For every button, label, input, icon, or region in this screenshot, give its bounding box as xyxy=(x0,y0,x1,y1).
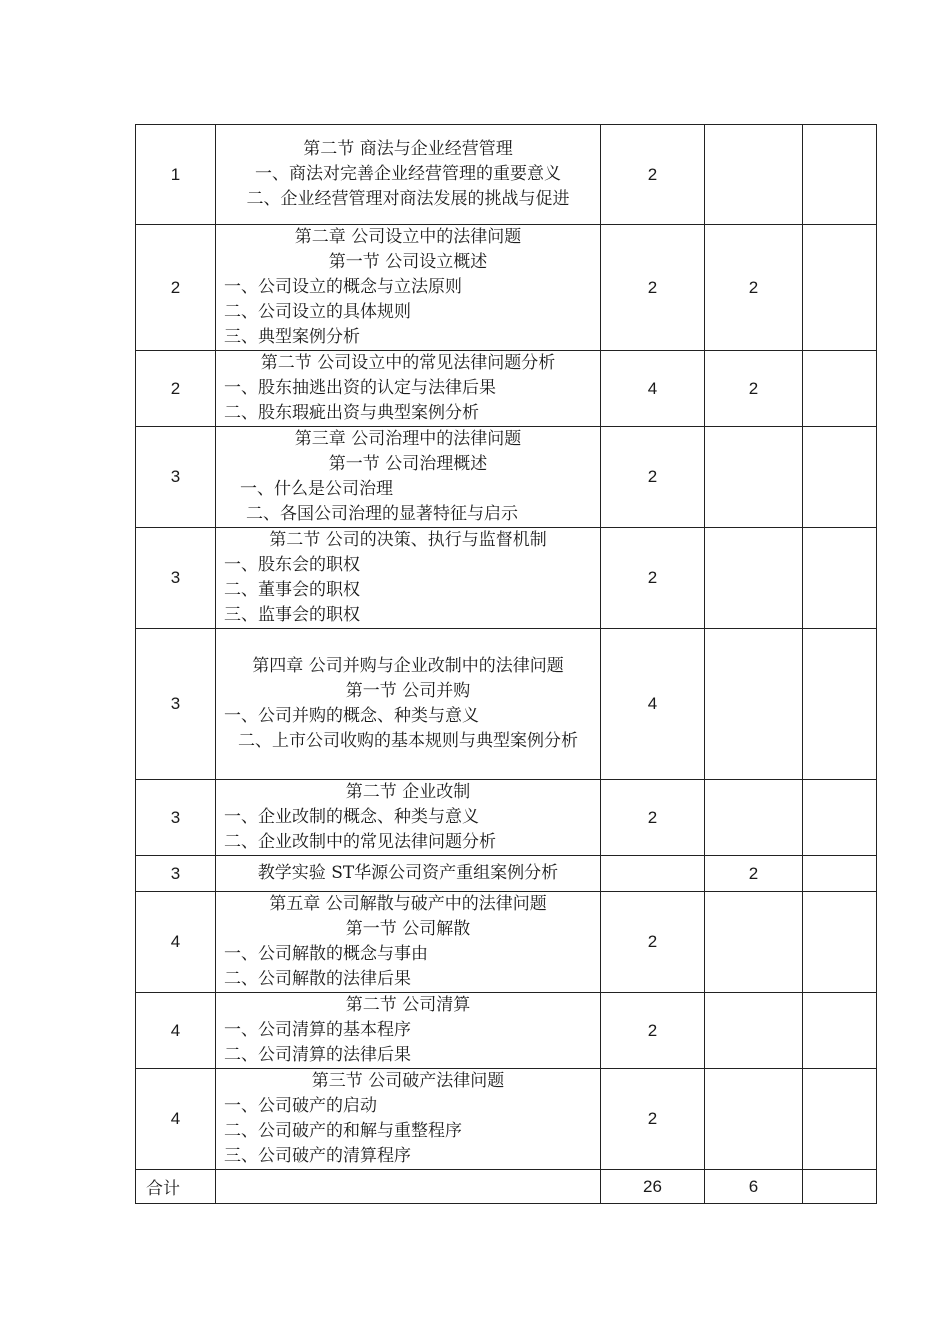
content-line: 二、上市公司收购的基本规则与典型案例分析 xyxy=(238,731,578,751)
total-note xyxy=(803,1170,877,1204)
table-row xyxy=(136,125,877,225)
content-line: 一、公司破产的启动 xyxy=(224,1096,377,1116)
lecture-hours-cell: 2 xyxy=(601,780,705,856)
lecture-hours-cell: 2 xyxy=(601,528,705,629)
experiment-hours-cell xyxy=(705,892,803,993)
content-line: 第一节 公司治理概述 xyxy=(328,454,488,474)
content-cell xyxy=(216,993,601,1069)
content-cell xyxy=(216,427,601,528)
content-line: 一、什么是公司治理 xyxy=(240,479,393,499)
week-cell: 4 xyxy=(136,892,216,993)
week-cell: 4 xyxy=(136,1069,216,1170)
lecture-hours-cell: 2 xyxy=(601,125,705,225)
experiment-hours-cell: 2 xyxy=(705,351,803,427)
note-cell xyxy=(803,351,877,427)
table-row xyxy=(136,528,877,629)
content-line: 第二节 公司清算 xyxy=(345,995,471,1015)
experiment-hours-cell xyxy=(705,993,803,1069)
experiment-hours-cell xyxy=(705,1069,803,1170)
content-line: 一、股东抽逃出资的认定与法律后果 xyxy=(224,378,496,398)
table-row xyxy=(136,892,877,993)
experiment-hours-cell xyxy=(705,125,803,225)
content-line: 一、公司清算的基本程序 xyxy=(224,1020,411,1040)
content-line: 第四章 公司并购与企业改制中的法律问题 xyxy=(252,656,564,676)
note-cell xyxy=(803,780,877,856)
note-cell xyxy=(803,225,877,351)
content-cell xyxy=(216,225,601,351)
note-cell xyxy=(803,528,877,629)
total-experiment-hours: 6 xyxy=(705,1170,803,1204)
content-line: 二、公司设立的具体规则 xyxy=(224,302,411,322)
lecture-hours-cell xyxy=(601,856,705,892)
content-line: 二、公司清算的法律后果 xyxy=(224,1045,411,1065)
total-content xyxy=(216,1170,601,1204)
content-cell xyxy=(216,892,601,993)
content-line: 第二节 商法与企业经营管理 xyxy=(303,139,513,159)
table-row xyxy=(136,629,877,780)
table-row xyxy=(136,225,877,351)
content-line: 二、企业经营管理对商法发展的挑战与促进 xyxy=(246,189,570,209)
lecture-hours-cell: 2 xyxy=(601,892,705,993)
syllabus-table-body xyxy=(136,125,877,1204)
table-row xyxy=(136,351,877,427)
lecture-hours-cell: 4 xyxy=(601,629,705,780)
content-line: 第三章 公司治理中的法律问题 xyxy=(294,429,522,449)
content-line: 三、监事会的职权 xyxy=(224,605,360,625)
content-line: 一、商法对完善企业经营管理的重要意义 xyxy=(255,164,561,184)
experiment-hours-cell xyxy=(705,629,803,780)
week-cell: 2 xyxy=(136,225,216,351)
content-line: 教学实验 ST华源公司资产重组案例分析 xyxy=(257,863,559,883)
table-row xyxy=(136,856,877,892)
content-line: 第一节 公司解散 xyxy=(345,919,471,939)
content-line: 二、各国公司治理的显著特征与启示 xyxy=(246,504,518,524)
note-cell xyxy=(803,427,877,528)
content-cell xyxy=(216,125,601,225)
content-line: 二、股东瑕疵出资与典型案例分析 xyxy=(224,403,479,423)
content-line: 二、企业改制中的常见法律问题分析 xyxy=(224,832,496,852)
note-cell xyxy=(803,125,877,225)
week-cell: 3 xyxy=(136,629,216,780)
content-cell xyxy=(216,351,601,427)
total-lecture-hours: 26 xyxy=(601,1170,705,1204)
experiment-hours-cell: 2 xyxy=(705,225,803,351)
content-line: 一、公司设立的概念与立法原则 xyxy=(224,277,462,297)
content-line: 一、公司解散的概念与事由 xyxy=(224,944,428,964)
content-line: 一、企业改制的概念、种类与意义 xyxy=(224,807,479,827)
lecture-hours-cell: 2 xyxy=(601,993,705,1069)
content-line: 一、股东会的职权 xyxy=(224,555,360,575)
content-line: 二、公司解散的法律后果 xyxy=(224,969,411,989)
content-line: 一、公司并购的概念、种类与意义 xyxy=(224,706,479,726)
note-cell xyxy=(803,892,877,993)
experiment-hours-cell xyxy=(705,528,803,629)
content-line: 第三节 公司破产法律问题 xyxy=(311,1071,505,1091)
week-cell: 2 xyxy=(136,351,216,427)
experiment-hours-cell: 2 xyxy=(705,856,803,892)
week-cell: 3 xyxy=(136,528,216,629)
note-cell xyxy=(803,1069,877,1170)
total-row xyxy=(136,1170,877,1204)
week-cell: 3 xyxy=(136,427,216,528)
lecture-hours-cell: 2 xyxy=(601,427,705,528)
content-cell xyxy=(216,1069,601,1170)
content-line: 二、公司破产的和解与重整程序 xyxy=(224,1121,462,1141)
content-line: 第五章 公司解散与破产中的法律问题 xyxy=(269,894,547,914)
week-cell: 4 xyxy=(136,993,216,1069)
lecture-hours-cell: 2 xyxy=(601,225,705,351)
table-row xyxy=(136,993,877,1069)
content-line: 第一节 公司并购 xyxy=(345,681,471,701)
note-cell xyxy=(803,856,877,892)
content-line: 二、董事会的职权 xyxy=(224,580,360,600)
note-cell xyxy=(803,993,877,1069)
total-label: 合计 xyxy=(136,1170,216,1204)
lecture-hours-cell: 4 xyxy=(601,351,705,427)
note-cell xyxy=(803,629,877,780)
content-line: 三、公司破产的清算程序 xyxy=(224,1146,411,1166)
table-row xyxy=(136,1069,877,1170)
content-cell xyxy=(216,528,601,629)
week-cell: 3 xyxy=(136,856,216,892)
table-row xyxy=(136,427,877,528)
content-cell xyxy=(216,629,601,780)
lecture-hours-cell: 2 xyxy=(601,1069,705,1170)
content-line: 第一节 公司设立概述 xyxy=(328,252,488,272)
content-line: 三、典型案例分析 xyxy=(224,327,360,347)
content-line: 第二章 公司设立中的法律问题 xyxy=(294,227,522,247)
content-line: 第二节 企业改制 xyxy=(345,782,471,802)
experiment-hours-cell xyxy=(705,427,803,528)
table-row xyxy=(136,780,877,856)
content-line: 第二节 公司设立中的常见法律问题分析 xyxy=(260,353,556,373)
experiment-hours-cell xyxy=(705,780,803,856)
content-line: 第二节 公司的决策、执行与监督机制 xyxy=(269,530,547,550)
content-cell xyxy=(216,856,601,892)
content-cell xyxy=(216,780,601,856)
week-cell: 1 xyxy=(136,125,216,225)
week-cell: 3 xyxy=(136,780,216,856)
syllabus-table xyxy=(135,124,877,1204)
